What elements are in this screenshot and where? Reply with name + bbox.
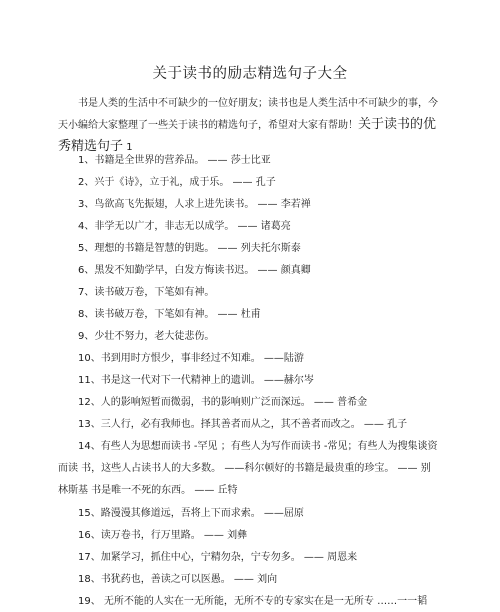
list-item: 14、有些人为思想而读书 -罕见 ；有些人为写作而读书 -常见；有些人为搜集谈资	[78, 441, 438, 452]
list-item: 2、兴于《诗》，立于礼，成于乐。 —— 孔子	[78, 177, 276, 188]
list-item: 3、鸟欲高飞先振翅，人求上进先读书。 —— 李若禅	[78, 199, 311, 210]
list-item-continuation: 林斯基 书是唯一不死的东西。 —— 丘特	[58, 485, 238, 496]
list-item: 13、三人行，必有我师也。择其善者而从之，其不善者而改之。 —— 孔子	[78, 419, 408, 430]
list-item: 18、书犹药也，善读之可以医愚。 —— 刘向	[78, 574, 278, 585]
list-item: 4、非学无以广才，非志无以成学。 —— 诸葛亮	[78, 221, 291, 232]
list-item: 6、黑发不知勤学早，白发方悔读书迟。 —— 颜真卿	[78, 265, 311, 276]
list-item-continuation: 而读 书，这些人占读书人的大多数。 ——科尔顿好的书籍是最贵重的珍宝。 —— 别	[58, 463, 431, 474]
list-item: 11、书是这一代对下一代精神上的遗训。 ——赫尔岑	[78, 375, 314, 386]
intro-line-1: 书是人类的生活中不可缺少的一位好朋友；读书也是人类生活中不可缺少的事，今	[78, 98, 438, 109]
section-heading-part-1: 关于读书的优	[358, 117, 437, 132]
page-title: 关于读书的励志精选句子大全	[152, 66, 348, 82]
list-item: 5、理想的书籍是智慧的钥匙。 —— 列夫托尔斯泰	[78, 243, 301, 254]
intro-line-2-text: 天小编给大家整理了一些关于读书的精选句子，希望对大家有帮助！	[58, 120, 358, 131]
list-item: 7、读书破万卷，下笔如有神。	[78, 287, 215, 298]
list-item: 8、读书破万卷，下笔如有神。 —— 杜甫	[78, 309, 261, 320]
list-item: 10、书到用时方恨少，事非经过不知难。 ——陆游	[78, 353, 304, 364]
list-item: 16、读万卷书，行万里路。 —— 刘彝	[78, 530, 248, 541]
list-item: 9、少壮不努力，老大徒悲伤。	[78, 331, 215, 342]
section-heading-part-2: 秀精选句子	[58, 139, 124, 154]
intro-paragraph	[58, 93, 464, 158]
intro-line-2	[58, 114, 464, 136]
list-item: 12、人的影响短暂而微弱，书的影响则广泛而深远。 —— 普希金	[78, 397, 368, 408]
list-item: 15、路漫漫其修道远，吾将上下而求索。 ——屈原	[78, 508, 304, 519]
list-item: 19、 无所不能的人实在一无所能，无所不专的专家实在是一无所专 ……一一韬	[78, 596, 428, 607]
list-item: 17、加紧学习，抓住中心，宁精勿杂，宁专勿多。 —— 周恩来	[78, 552, 358, 563]
list-item: 1、书籍是全世界的营养品。 —— 莎士比亚	[78, 155, 271, 166]
section-heading-number: 1	[126, 142, 133, 153]
